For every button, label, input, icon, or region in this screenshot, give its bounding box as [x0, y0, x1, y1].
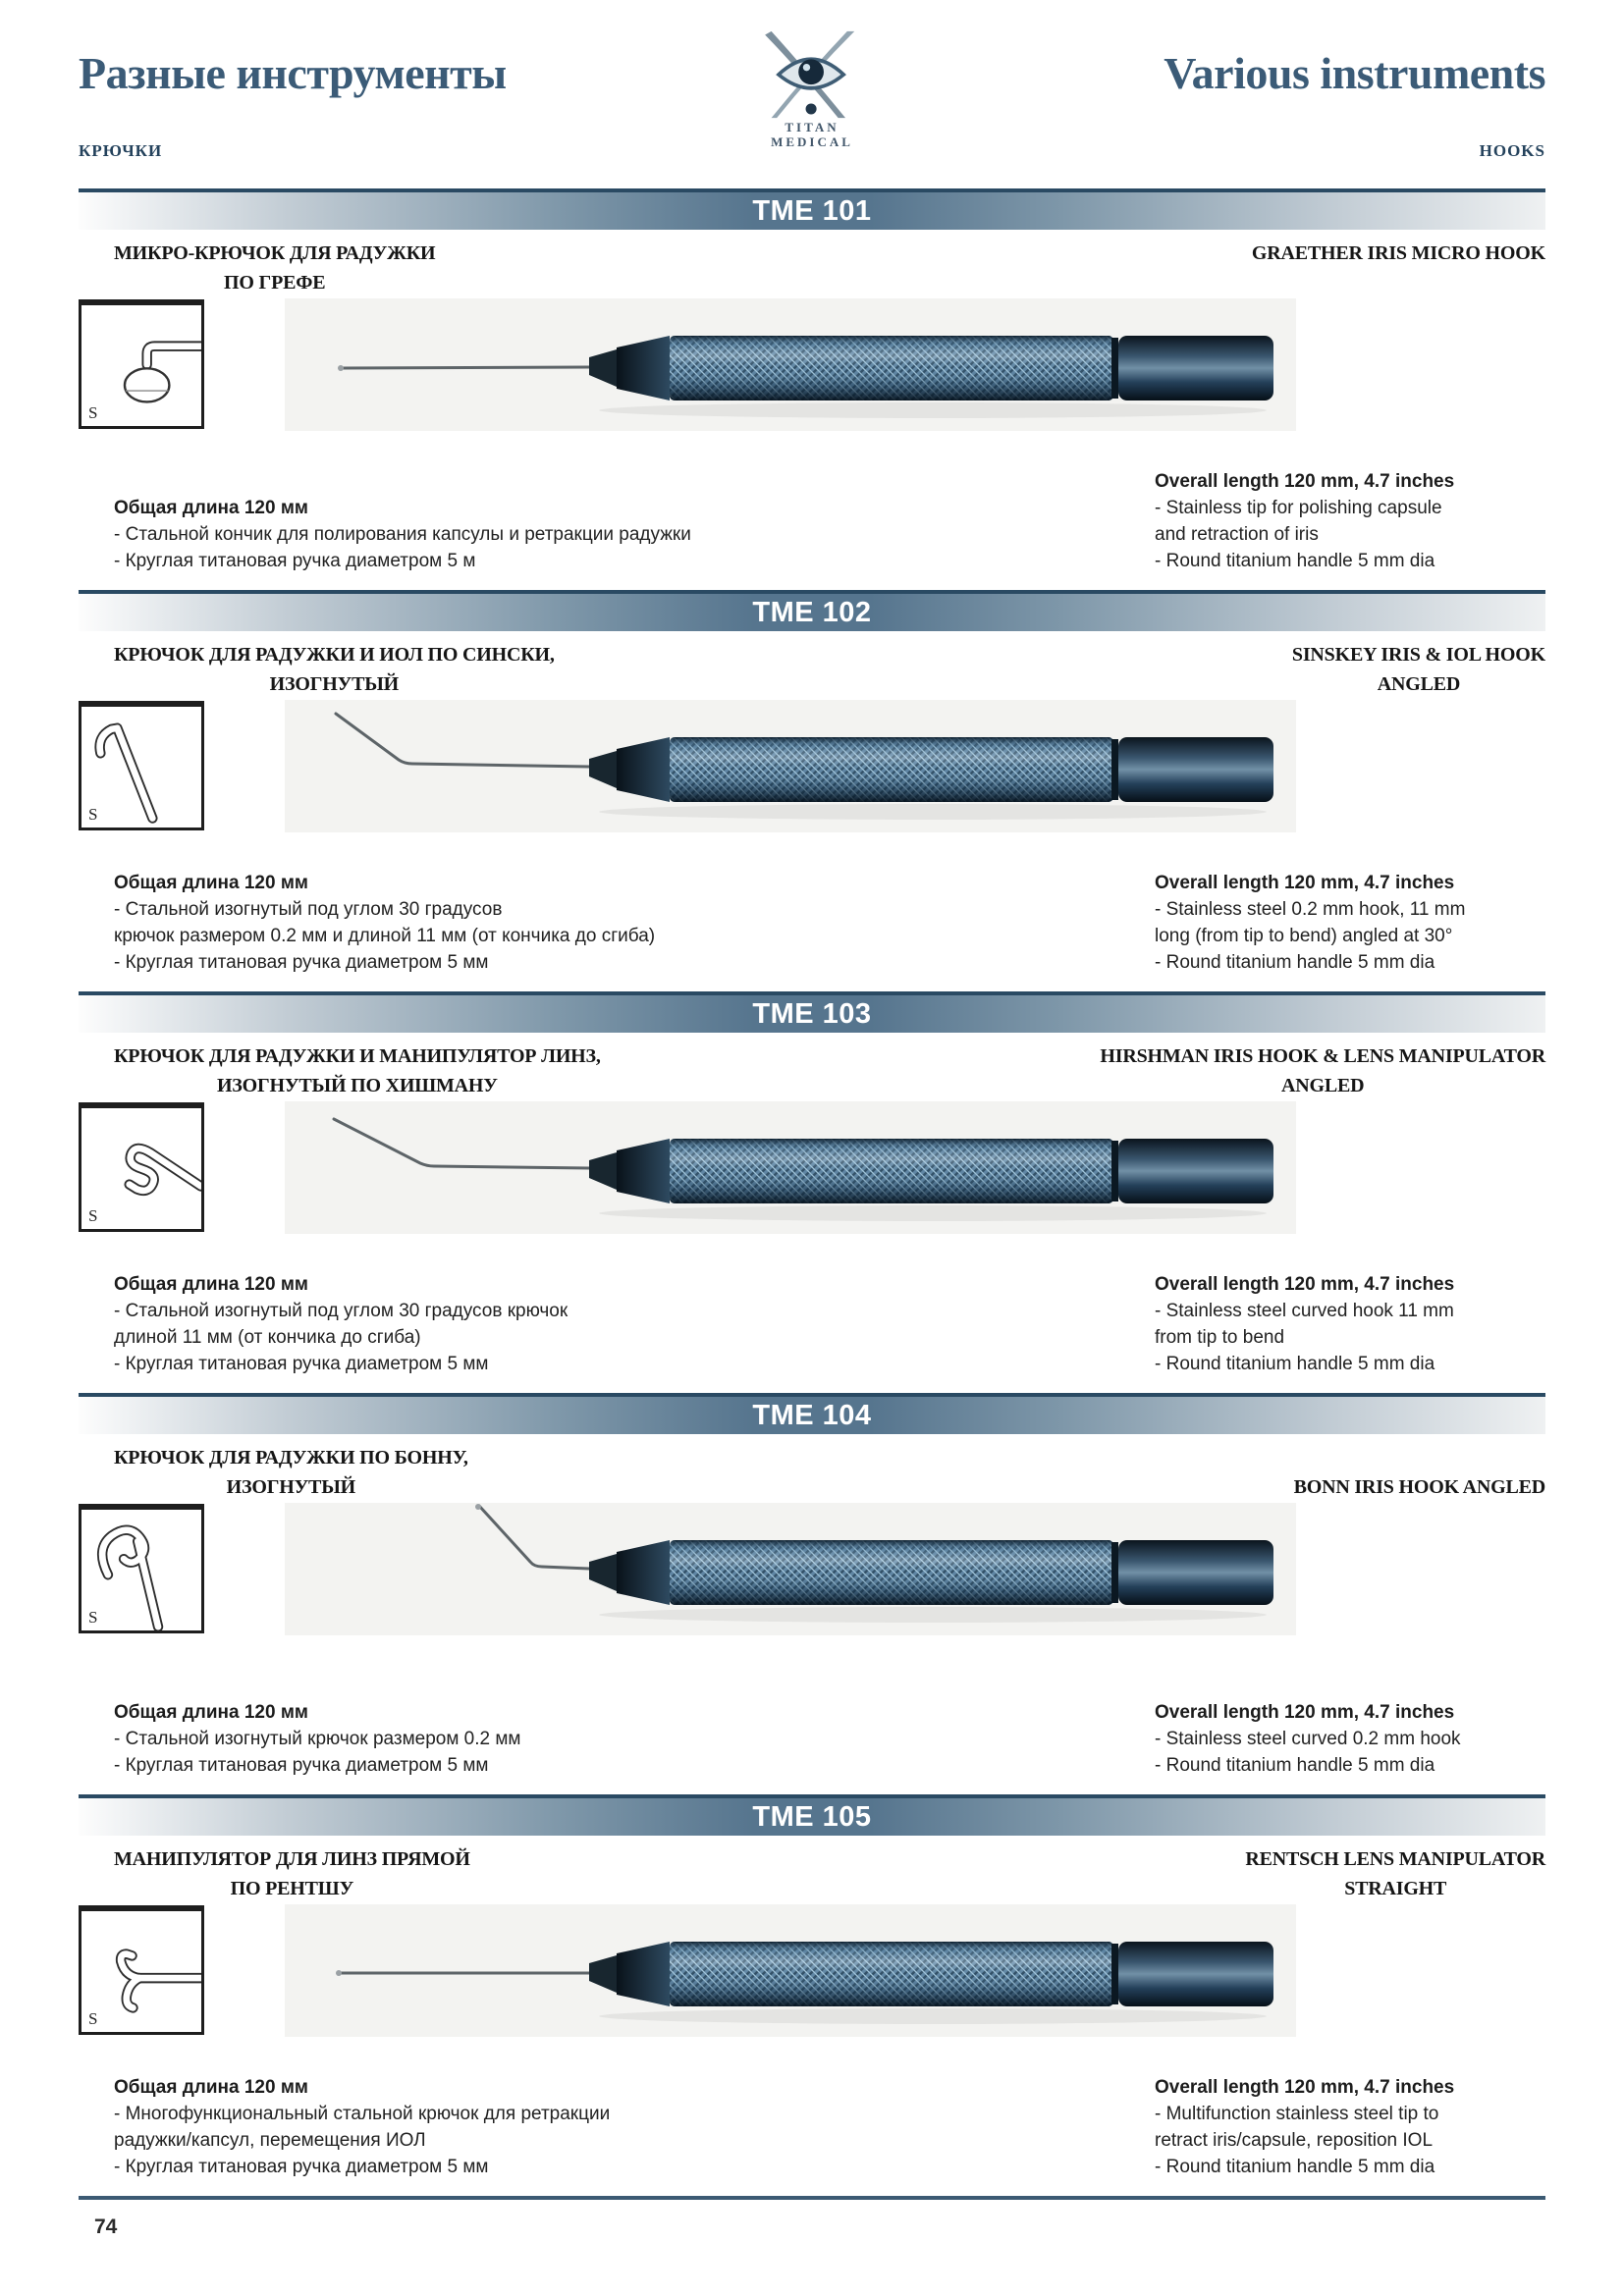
overall-length-ru: Общая длина 120 мм	[114, 873, 308, 893]
desc-ru-line: - Многофункциональный стальной крючок для ретракции	[114, 2104, 611, 2124]
instrument-photo	[285, 298, 1296, 431]
title-en-line2: ANGLED	[1377, 673, 1461, 695]
product-code: TME 103	[752, 998, 872, 1030]
desc-ru-line: - Круглая титановая ручка диаметром 5 мм	[114, 2157, 489, 2177]
description-en	[1155, 1271, 1545, 1377]
desc-en-line: and retraction of iris	[1155, 524, 1319, 545]
graether-micro-hook-instrument-image	[285, 298, 1296, 431]
desc-en-line: - Round titanium handle 5 mm dia	[1155, 551, 1435, 571]
product-title-en	[1100, 1041, 1545, 1097]
logo-text-line1: TITAN	[785, 120, 839, 134]
category-label-ru: КРЮЧКИ	[79, 141, 163, 160]
hirshman-hook-instrument-image	[285, 1101, 1296, 1234]
sinskey-hook-instrument-image	[285, 700, 1296, 832]
description-en	[1155, 2074, 1545, 2180]
diagram-scale-label: S	[88, 1608, 98, 1627]
product-title-ru	[79, 1844, 470, 1900]
product-title-ru	[79, 640, 555, 696]
overall-length-ru: Общая длина 120 мм	[114, 498, 308, 518]
description-ru	[114, 495, 860, 574]
desc-en-line: - Round titanium handle 5 mm dia	[1155, 952, 1435, 973]
product-code: TME 102	[752, 597, 872, 628]
page-number: 74	[94, 2216, 118, 2238]
title-ru-line1: КРЮЧОК ДЛЯ РАДУЖКИ И ИОЛ ПО СИНСКИ,	[114, 644, 555, 666]
title-ru-line1: МАНИПУЛЯТОР ДЛЯ ЛИНЗ ПРЯМОЙ	[114, 1848, 470, 1870]
desc-en-line: - Stainless steel curved hook 11 mm	[1155, 1301, 1454, 1321]
title-en-line1	[1294, 1443, 1545, 1472]
product-section-tme105	[79, 1794, 1545, 2196]
desc-en-line: - Round titanium handle 5 mm dia	[1155, 2157, 1435, 2177]
description-en	[1155, 468, 1545, 574]
product-code: TME 105	[752, 1801, 872, 1833]
description-ru	[114, 1271, 860, 1377]
desc-ru-line: - Круглая титановая ручка диаметром 5 мм	[114, 952, 489, 973]
logo-text-line2: MEDICAL	[771, 134, 853, 149]
product-title-ru	[79, 239, 435, 294]
desc-en-line: - Stainless steel 0.2 mm hook, 11 mm	[1155, 899, 1466, 920]
title-ru-line2: ИЗОГНУТЫЙ	[269, 673, 400, 695]
overall-length-en: Overall length 120 mm, 4.7 inches	[1155, 1702, 1455, 1723]
section-banner	[79, 590, 1545, 631]
desc-ru-line: крючок размером 0.2 мм и длиной 11 мм (от кончика до сгиба)	[114, 926, 656, 946]
category-label-en: HOOKS	[1479, 141, 1545, 160]
desc-ru-line: радужки/капсул, перемещения ИОЛ	[114, 2130, 426, 2151]
product-title-ru	[79, 1443, 468, 1499]
product-section-tme101	[79, 188, 1545, 590]
overall-length-en: Overall length 120 mm, 4.7 inches	[1155, 873, 1455, 893]
title-ru-line1: КРЮЧОК ДЛЯ РАДУЖКИ ПО БОННУ,	[114, 1447, 468, 1468]
rentsch-manipulator-diagram-icon	[81, 1911, 201, 2032]
desc-en-line: - Round titanium handle 5 mm dia	[1155, 1354, 1435, 1374]
instrument-photo	[285, 1904, 1296, 2037]
description-ru	[114, 1699, 860, 1779]
description-en	[1155, 1699, 1545, 1779]
page-title-en: Various instruments	[1164, 48, 1545, 98]
title-en-line1: HIRSHMAN IRIS HOOK & LENS MANIPULATOR	[1100, 1045, 1545, 1067]
desc-ru-line: - Круглая титановая ручка диаметром 5 м	[114, 551, 476, 571]
product-title-en	[1294, 1443, 1545, 1499]
overall-length-en: Overall length 120 mm, 4.7 inches	[1155, 1274, 1455, 1295]
title-en-line2	[1252, 268, 1545, 297]
title-en-line2: BONN IRIS HOOK ANGLED	[1293, 1476, 1545, 1498]
overall-length-en: Overall length 120 mm, 4.7 inches	[1155, 471, 1455, 492]
desc-ru-line: - Стальной изогнутый под углом 30 градусов крючок	[114, 1301, 568, 1321]
title-ru-line2: ПО РЕНТШУ	[230, 1878, 354, 1899]
title-en-line2: ANGLED	[1281, 1075, 1365, 1096]
overall-length-ru: Общая длина 120 мм	[114, 1274, 308, 1295]
desc-ru-line: длиной 11 мм (от кончика до сгиба)	[114, 1327, 421, 1348]
overall-length-ru: Общая длина 120 мм	[114, 2077, 308, 2098]
title-ru-line2: ПО ГРЕФЕ	[224, 272, 326, 294]
desc-ru-line: - Круглая титановая ручка диаметром 5 мм	[114, 1354, 489, 1374]
diagram-scale-label: S	[88, 805, 98, 824]
product-title-ru	[79, 1041, 601, 1097]
diagram-scale-label: S	[88, 1206, 98, 1225]
title-en-line2: STRAIGHT	[1344, 1878, 1447, 1899]
description-ru	[114, 870, 860, 976]
instrument-photo	[285, 700, 1296, 832]
desc-en-line: retract iris/capsule, reposition IOL	[1155, 2130, 1434, 2151]
desc-en-line: long (from tip to bend) angled at 30°	[1155, 926, 1453, 946]
desc-en-line: - Multifunction stainless steel tip to	[1155, 2104, 1439, 2124]
page-header	[79, 0, 1545, 188]
product-section-tme103	[79, 991, 1545, 1393]
page-footer	[79, 2196, 1545, 2239]
titan-medical-logo	[733, 29, 891, 149]
section-banner	[79, 1393, 1545, 1434]
desc-en-line: - Stainless tip for polishing capsule	[1155, 498, 1442, 518]
desc-en-line: from tip to bend	[1155, 1327, 1285, 1348]
product-title-en	[1292, 640, 1545, 696]
hirshman-hook-diagram-icon	[81, 1108, 201, 1229]
tip-profile-diagram	[79, 701, 204, 830]
rentsch-manipulator-instrument-image	[285, 1904, 1296, 2037]
title-ru-line2: ИЗОГНУТЫЙ ПО ХИШМАНУ	[216, 1075, 498, 1096]
product-title-en	[1252, 239, 1545, 294]
title-en-line1: SINSKEY IRIS & IOL HOOK	[1291, 644, 1545, 666]
instrument-photo	[285, 1101, 1296, 1234]
graether-micro-hook-diagram-icon	[81, 305, 201, 426]
product-section-tme104	[79, 1393, 1545, 1794]
bonn-hook-diagram-icon	[81, 1510, 201, 1630]
overall-length-en: Overall length 120 mm, 4.7 inches	[1155, 2077, 1455, 2098]
bonn-hook-instrument-image	[285, 1503, 1296, 1635]
desc-ru-line: - Стальной кончик для полирования капсулы и ретракции радужки	[114, 524, 691, 545]
title-ru-line1: КРЮЧОК ДЛЯ РАДУЖКИ И МАНИПУЛЯТОР ЛИНЗ,	[114, 1045, 601, 1067]
titan-medical-logo-icon	[753, 29, 871, 120]
title-en-line1: GRAETHER IRIS MICRO HOOK	[1251, 242, 1545, 264]
title-ru-line2: ИЗОГНУТЫЙ	[226, 1476, 355, 1498]
section-banner	[79, 991, 1545, 1033]
description-ru	[114, 2074, 860, 2180]
sinskey-hook-diagram-icon	[81, 707, 201, 828]
product-code: TME 101	[752, 195, 872, 227]
tip-profile-diagram	[79, 1102, 204, 1232]
tip-profile-diagram	[79, 1504, 204, 1633]
section-banner	[79, 1794, 1545, 1836]
desc-en-line: - Stainless steel curved 0.2 mm hook	[1155, 1729, 1461, 1749]
tip-profile-diagram	[79, 299, 204, 429]
section-banner	[79, 188, 1545, 230]
diagram-scale-label: S	[88, 2009, 98, 2028]
overall-length-ru: Общая длина 120 мм	[114, 1702, 308, 1723]
product-section-tme102	[79, 590, 1545, 991]
diagram-scale-label: S	[88, 403, 98, 422]
product-code: TME 104	[752, 1400, 872, 1431]
instrument-photo	[285, 1503, 1296, 1635]
page-title-ru: Разные инструменты	[79, 48, 507, 98]
desc-en-line: - Round titanium handle 5 mm dia	[1155, 1755, 1435, 1776]
tip-profile-diagram	[79, 1905, 204, 2035]
title-ru-line1: МИКРО-КРЮЧОК ДЛЯ РАДУЖКИ	[114, 242, 436, 264]
product-title-en	[1245, 1844, 1545, 1900]
desc-ru-line: - Круглая титановая ручка диаметром 5 мм	[114, 1755, 489, 1776]
desc-ru-line: - Стальной изогнутый крючок размером 0.2 мм	[114, 1729, 521, 1749]
desc-ru-line: - Стальной изогнутый под углом 30 градусов	[114, 899, 503, 920]
title-en-line1: RENTSCH LENS MANIPULATOR	[1245, 1848, 1545, 1870]
description-en	[1155, 870, 1545, 976]
